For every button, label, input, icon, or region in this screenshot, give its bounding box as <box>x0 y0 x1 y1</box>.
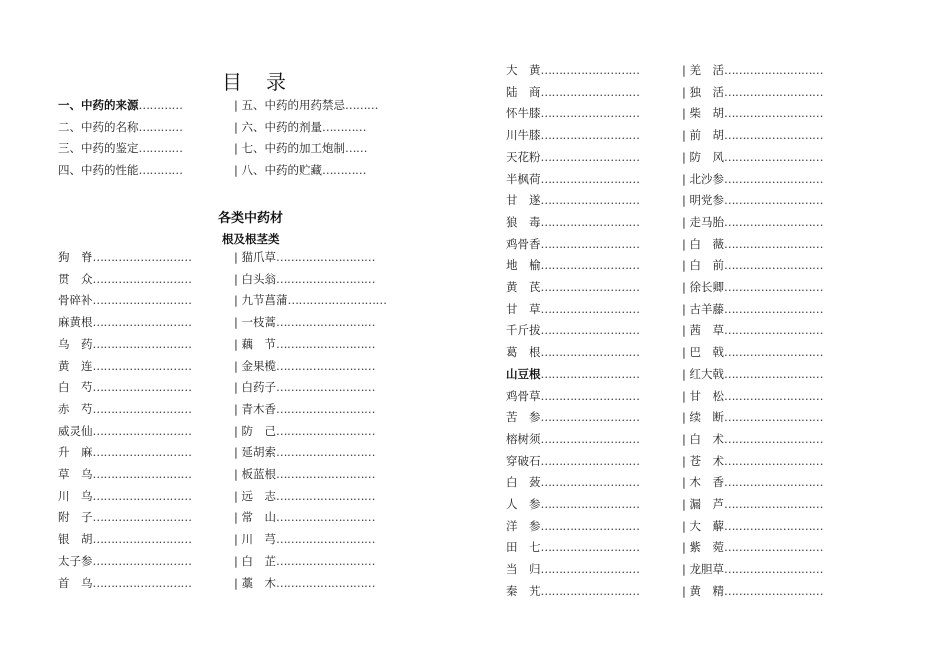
leader-dots: ……………………… <box>540 280 640 294</box>
list-item <box>58 380 192 394</box>
entry-label: 赤 芍 <box>58 401 93 416</box>
list-item <box>506 562 640 576</box>
list-item <box>682 323 823 337</box>
list-item <box>58 98 183 112</box>
subsection-title: 根及根茎类 <box>222 232 280 246</box>
entry-label: 葛 根 <box>506 345 541 360</box>
leader-dots: ………… <box>138 163 183 178</box>
leader-dots: ……………………… <box>724 84 824 99</box>
list-item <box>506 237 640 251</box>
entry-label: | 漏 芦 <box>682 497 725 511</box>
leader-dots: ……………………… <box>540 562 640 577</box>
leader-dots: ……………………… <box>92 575 192 590</box>
leader-dots: ……………………… <box>540 171 640 186</box>
leader-dots: ……………………… <box>540 583 640 598</box>
entry-label: | 甘 松 <box>682 388 725 403</box>
entry-label: 山豆根 <box>506 366 541 381</box>
list-item <box>682 193 823 207</box>
leader-dots: ……………………… <box>92 271 192 286</box>
list-item <box>506 584 640 598</box>
list-item <box>682 432 823 446</box>
entry-label: 大 黄 <box>506 63 541 77</box>
leader-dots: ……………………… <box>540 258 640 273</box>
leader-dots: ……………………… <box>276 315 376 330</box>
leader-dots: ……………………… <box>276 401 376 416</box>
entry-label: 半枫荷 <box>506 171 541 186</box>
leader-dots: ……………………… <box>92 336 192 351</box>
leader-dots: ……………………… <box>724 149 824 164</box>
list-item <box>234 510 375 524</box>
leader-dots: ……………………… <box>92 380 192 395</box>
entry-label: 秦 艽 <box>506 583 541 598</box>
list-item <box>234 141 367 155</box>
page-title: 目 录 <box>222 70 286 94</box>
list-item <box>506 280 640 294</box>
entry-label: | 黄 精 <box>682 583 725 598</box>
list-item <box>234 576 375 590</box>
leader-dots: ……………………… <box>92 467 192 481</box>
list-item <box>506 258 640 272</box>
entry-label: 当 归 <box>506 562 541 577</box>
leader-dots: ……………………… <box>724 453 824 468</box>
list-item <box>234 250 375 264</box>
list-item <box>234 98 378 112</box>
leader-dots: ……………………… <box>724 345 824 360</box>
entry-label: 黄 芪 <box>506 280 541 294</box>
entry-label: 首 乌 <box>58 575 93 590</box>
list-item <box>234 293 387 307</box>
entry-label: | 防 风 <box>682 149 725 164</box>
entry-label: | 续 断 <box>682 410 725 425</box>
leader-dots: ……………………… <box>540 497 640 511</box>
leader-dots: ……………………… <box>724 366 824 381</box>
list-item <box>58 141 183 155</box>
entry-label: | 金果榄 <box>234 358 277 373</box>
list-item <box>506 540 640 554</box>
list-item <box>506 323 640 337</box>
leader-dots: ……………………… <box>276 467 376 481</box>
leader-dots: ……………………… <box>276 553 376 568</box>
entry-label: | 青木香 <box>234 401 277 416</box>
list-item <box>234 532 375 546</box>
left-page <box>0 0 470 672</box>
leader-dots: ……………………… <box>276 380 376 395</box>
entry-label: | 八、中药的贮藏 <box>234 163 323 178</box>
leader-dots: ……… <box>345 98 379 112</box>
leader-dots: ……………………… <box>276 250 376 264</box>
list-item <box>682 497 823 511</box>
entry-label: 骨碎补 <box>58 293 93 308</box>
leader-dots: ………… <box>322 163 367 178</box>
leader-dots: ……………………… <box>540 518 640 533</box>
list-item <box>506 367 640 381</box>
leader-dots: ……………………… <box>276 445 376 460</box>
leader-dots: ……………………… <box>276 336 376 351</box>
leader-dots: ……………………… <box>276 575 376 590</box>
list-item <box>682 63 823 77</box>
list-item <box>58 272 192 286</box>
list-item <box>58 424 192 438</box>
entry-label: | 防 己 <box>234 423 277 438</box>
list-item <box>682 519 823 533</box>
entry-label: | 北沙参 <box>682 171 725 186</box>
entry-label: 地 榆 <box>506 258 541 273</box>
list-item <box>682 389 823 403</box>
leader-dots: ……………………… <box>92 510 192 525</box>
leader-dots: ……………………… <box>540 128 640 143</box>
leader-dots: ……………………… <box>724 388 824 403</box>
leader-dots: ……………………… <box>540 106 640 121</box>
list-item <box>234 554 375 568</box>
leader-dots: ……………………… <box>92 293 192 308</box>
leader-dots: ……………………… <box>724 171 824 186</box>
entry-label: 狼 毒 <box>506 214 541 229</box>
entry-label: | 白头翁 <box>234 271 277 286</box>
entry-label: | 延胡索 <box>234 445 277 460</box>
leader-dots: ……………………… <box>276 358 376 373</box>
entry-label: 田 七 <box>506 540 541 555</box>
entry-label: | 苍 术 <box>682 453 725 468</box>
leader-dots: ……………………… <box>540 345 640 360</box>
list-item <box>506 389 640 403</box>
entry-label: | 川 芎 <box>234 532 277 547</box>
entry-label: | 古羊藤 <box>682 301 725 316</box>
entry-label: | 白 薇 <box>682 236 725 251</box>
leader-dots: ……………………… <box>540 453 640 468</box>
list-item <box>234 337 375 351</box>
leader-dots: ……………………… <box>287 293 387 308</box>
entry-label: 川 乌 <box>58 488 93 503</box>
entry-label: | 柴 胡 <box>682 106 725 121</box>
leader-dots: ……………………… <box>540 388 640 403</box>
list-item <box>506 432 640 446</box>
list-item <box>234 315 375 329</box>
entry-label: | 白 前 <box>682 258 725 273</box>
leader-dots: ……………………… <box>276 271 376 286</box>
list-item <box>58 120 183 134</box>
entry-label: 怀牛膝 <box>506 106 541 121</box>
list-item <box>506 410 640 424</box>
leader-dots: ……………………… <box>724 540 824 555</box>
entry-label: | 明党参 <box>682 193 725 208</box>
entry-label: 洋 参 <box>506 518 541 533</box>
leader-dots: ……………………… <box>724 410 824 425</box>
entry-label: 草 乌 <box>58 467 93 481</box>
leader-dots: ……………………… <box>724 106 824 121</box>
entry-label: | 紫 菀 <box>682 540 725 555</box>
list-item <box>234 467 375 481</box>
leader-dots: ……………………… <box>724 497 824 511</box>
entry-label: | 独 活 <box>682 84 725 99</box>
leader-dots: ……………………… <box>540 236 640 251</box>
list-item <box>682 280 823 294</box>
entry-label: 一、中药的来源 <box>58 98 139 112</box>
entry-label: | 红大戟 <box>682 366 725 381</box>
list-item <box>682 410 823 424</box>
entry-label: 乌 药 <box>58 336 93 351</box>
list-item <box>506 128 640 142</box>
entry-label: | 徐长卿 <box>682 280 725 294</box>
list-item <box>58 510 192 524</box>
entry-label: | 藁 木 <box>234 575 277 590</box>
entry-label: 鸡骨草 <box>506 388 541 403</box>
list-item <box>234 120 366 134</box>
leader-dots: ……………………… <box>724 128 824 143</box>
entry-label: 太子参 <box>58 553 93 568</box>
entry-label: 升 麻 <box>58 445 93 460</box>
leader-dots: ………… <box>138 141 183 156</box>
list-item <box>506 172 640 186</box>
list-item <box>234 445 375 459</box>
leader-dots: ……………………… <box>92 315 192 330</box>
list-item <box>506 519 640 533</box>
list-item <box>682 237 823 251</box>
list-item <box>682 106 823 120</box>
entry-label: | 茜 草 <box>682 323 725 338</box>
list-item <box>234 424 375 438</box>
entry-label: 陆 商 <box>506 84 541 99</box>
list-item <box>506 497 640 511</box>
list-item <box>682 454 823 468</box>
list-item <box>506 475 640 489</box>
entry-label: | 前 胡 <box>682 128 725 143</box>
leader-dots: ……………………… <box>724 562 824 577</box>
entry-label: | 藕 节 <box>234 336 277 351</box>
list-item <box>506 345 640 359</box>
leader-dots: ………… <box>138 98 183 112</box>
leader-dots: ……………………… <box>540 540 640 555</box>
leader-dots: ……………………… <box>92 401 192 416</box>
entry-label: | 常 山 <box>234 510 277 525</box>
list-item <box>506 106 640 120</box>
entry-label: 川牛膝 <box>506 128 541 143</box>
leader-dots: ……………………… <box>540 301 640 316</box>
entry-label: | 白药子 <box>234 380 277 395</box>
list-item <box>506 454 640 468</box>
list-item <box>506 85 640 99</box>
list-item <box>58 315 192 329</box>
entry-label: | 六、中药的剂量 <box>234 119 323 134</box>
leader-dots: ……………………… <box>92 250 192 264</box>
list-item <box>682 258 823 272</box>
entry-label: | 猫爪草 <box>234 250 277 264</box>
list-item <box>682 584 823 598</box>
entry-label: | 大 薢 <box>682 518 725 533</box>
leader-dots: ……………………… <box>540 366 640 381</box>
list-item <box>682 540 823 554</box>
list-item <box>234 359 375 373</box>
entry-label: | 板蓝根 <box>234 467 277 481</box>
list-item <box>682 128 823 142</box>
leader-dots: ……………………… <box>540 193 640 208</box>
leader-dots: ……………………… <box>540 149 640 164</box>
list-item <box>58 532 192 546</box>
leader-dots: ……………………… <box>92 445 192 460</box>
entry-label: 狗 脊 <box>58 250 93 264</box>
leader-dots: ……………………… <box>92 488 192 503</box>
entry-label: 人 参 <box>506 497 541 511</box>
leader-dots: ……………………… <box>540 475 640 490</box>
leader-dots: ……………………… <box>540 323 640 338</box>
leader-dots: ……………………… <box>540 84 640 99</box>
list-item <box>682 562 823 576</box>
leader-dots: ……………………… <box>724 475 824 490</box>
list-item <box>682 150 823 164</box>
entry-label: 麻黄根 <box>58 315 93 330</box>
list-item <box>682 85 823 99</box>
leader-dots: ………… <box>322 119 367 134</box>
leader-dots: ……………………… <box>540 63 640 77</box>
leader-dots: ……………………… <box>724 280 824 294</box>
leader-dots: ……………………… <box>724 258 824 273</box>
list-item <box>234 380 375 394</box>
entry-label: | 远 志 <box>234 488 277 503</box>
entry-label: | 羌 活 <box>682 63 725 77</box>
entry-label: | 巴 戟 <box>682 345 725 360</box>
entry-label: 白 蔹 <box>506 475 541 490</box>
leader-dots: …… <box>345 141 368 156</box>
entry-label: 附 子 <box>58 510 93 525</box>
leader-dots: ……………………… <box>92 532 192 547</box>
entry-label: 二、中药的名称 <box>58 119 139 134</box>
entry-label: 苦 参 <box>506 410 541 425</box>
list-item <box>58 293 192 307</box>
leader-dots: ……………………… <box>92 423 192 438</box>
list-item <box>58 250 192 264</box>
entry-label: | 木 香 <box>682 475 725 490</box>
leader-dots: ……………………… <box>724 193 824 208</box>
list-item <box>506 193 640 207</box>
leader-dots: ……………………… <box>724 583 824 598</box>
entry-label: 千斤拔 <box>506 323 541 338</box>
leader-dots: ……………………… <box>724 518 824 533</box>
entry-label: | 五、中药的用药禁忌 <box>234 98 346 112</box>
list-item <box>58 554 192 568</box>
leader-dots: ……………………… <box>92 553 192 568</box>
leader-dots: ……………………… <box>724 301 824 316</box>
entry-label: 白 芍 <box>58 380 93 395</box>
leader-dots: ……………………… <box>724 214 824 229</box>
entry-label: | 七、中药的加工炮制 <box>234 141 346 156</box>
list-item <box>234 272 375 286</box>
entry-label: | 白 术 <box>682 431 725 446</box>
entry-label: 鸡骨香 <box>506 236 541 251</box>
list-item <box>682 172 823 186</box>
list-item <box>506 63 640 77</box>
list-item <box>58 467 192 481</box>
list-item <box>58 445 192 459</box>
leader-dots: ……………………… <box>540 431 640 446</box>
entry-label: 威灵仙 <box>58 423 93 438</box>
list-item <box>58 359 192 373</box>
right-page <box>470 0 950 672</box>
entry-label: 穿破石 <box>506 453 541 468</box>
list-item <box>58 576 192 590</box>
list-item <box>58 489 192 503</box>
entry-label: 三、中药的鉴定 <box>58 141 139 156</box>
leader-dots: ……………………… <box>276 488 376 503</box>
list-item <box>682 345 823 359</box>
list-item <box>682 475 823 489</box>
entry-label: | 龙胆草 <box>682 562 725 577</box>
entry-label: 甘 遂 <box>506 193 541 208</box>
entry-label: 甘 草 <box>506 301 541 316</box>
entry-label: | 白 芷 <box>234 553 277 568</box>
entry-label: | 九节菖蒲 <box>234 293 288 308</box>
entry-label: | 一枝蒿 <box>234 315 277 330</box>
list-item <box>234 163 366 177</box>
section-title: 各类中药材 <box>218 211 284 226</box>
entry-label: 天花粉 <box>506 149 541 164</box>
leader-dots: ……………………… <box>724 323 824 338</box>
list-item <box>506 302 640 316</box>
leader-dots: ……………………… <box>724 431 824 446</box>
list-item <box>682 302 823 316</box>
list-item <box>58 337 192 351</box>
leader-dots: ……………………… <box>724 236 824 251</box>
list-item <box>682 215 823 229</box>
list-item <box>506 215 640 229</box>
entry-label: 黄 连 <box>58 358 93 373</box>
list-item <box>234 489 375 503</box>
list-item <box>58 163 183 177</box>
leader-dots: ……………………… <box>276 532 376 547</box>
entry-label: 银 胡 <box>58 532 93 547</box>
leader-dots: ………… <box>138 119 183 134</box>
leader-dots: ……………………… <box>276 510 376 525</box>
leader-dots: ……………………… <box>92 358 192 373</box>
entry-label: | 走马胎 <box>682 214 725 229</box>
leader-dots: ……………………… <box>724 63 824 77</box>
entry-label: 贯 众 <box>58 271 93 286</box>
list-item <box>234 402 375 416</box>
leader-dots: ……………………… <box>540 214 640 229</box>
entry-label: 四、中药的性能 <box>58 163 139 178</box>
list-item <box>58 402 192 416</box>
list-item <box>506 150 640 164</box>
leader-dots: ……………………… <box>540 410 640 425</box>
entry-label: 榕树须 <box>506 431 541 446</box>
leader-dots: ……………………… <box>276 423 376 438</box>
list-item <box>682 367 823 381</box>
